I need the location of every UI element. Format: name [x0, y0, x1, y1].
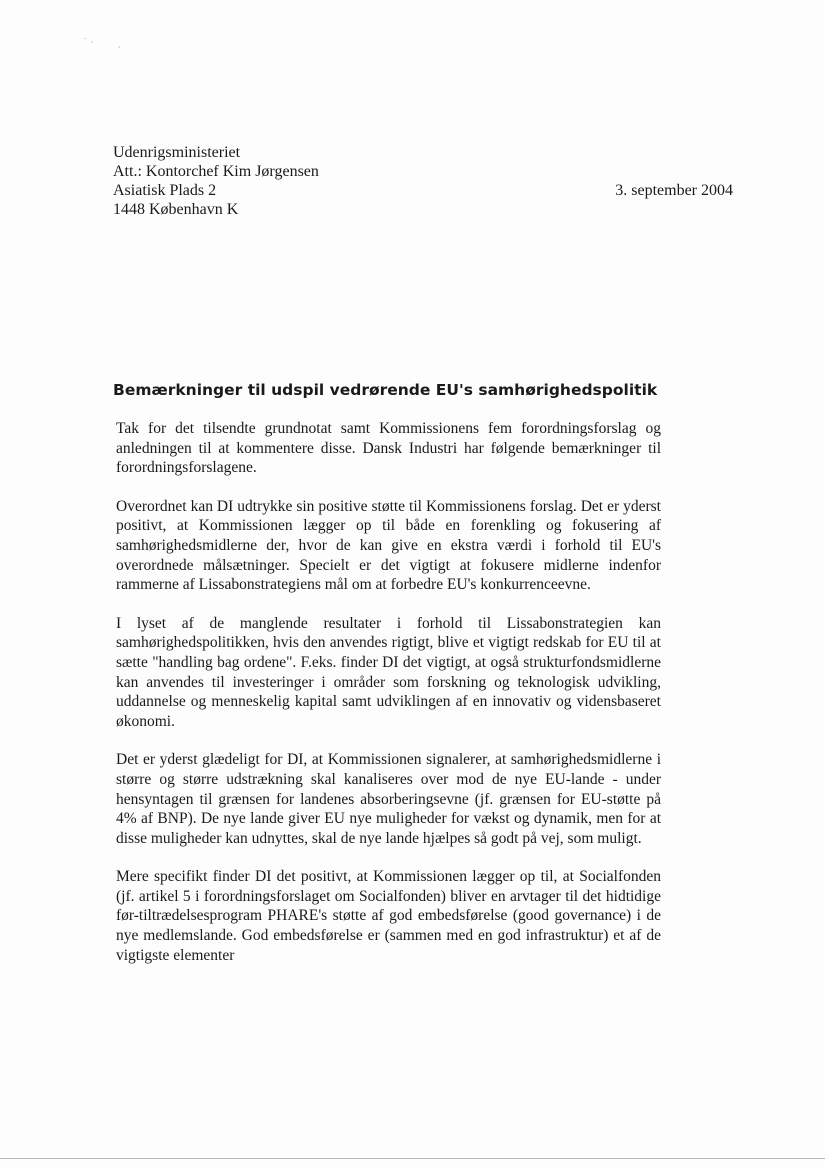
- letter-date: 3. september 2004: [615, 182, 733, 199]
- scan-speck: ⸱: [118, 43, 121, 53]
- body-paragraph: Overordnet kan DI udtrykke sin positive støtte til Kommissionens forslag. Det er yderst positivt, at Kommissionen lægger op til både en forenkling og fokusering af samhørighedsmidlerne der, hvor de kan give en ekstra værdi i forhold til EU's overordnede målsætninger. Specielt er det vigtigt at fokusere midlerne indenfor rammerne af Lissabonstrategiens mål om at forbedre EU's konkurrenceevne.: [116, 497, 661, 594]
- body-paragraph: Tak for det tilsendte grundnotat samt Kommissionens fem forordningsforslag og anledningen til at kommentere disse. Dansk Industri har følgende bemærkninger til forordningsforslagene.: [116, 420, 661, 477]
- recipient-line: Udenrigsministeriet: [113, 144, 241, 161]
- letter-heading: Bemærkninger til udspil vedrørende EU's samhørighedspolitik: [113, 381, 658, 399]
- body-paragraph: I lyset af de manglende resultater i forhold til Lissabonstrategien kan samhørighedspolitikken, hvis den anvendes rigtigt, blive et vigtigt redskab for EU til at sætte "handling bag ordene". F.eks. finder DI det vigtigt, at også strukturfondsmidlerne kan anvendes til investeringer i områder som forskning og teknologisk udvikling, uddannelse og menneskelig kapital samt udviklingen af en innovativ og vidensbaseret økonomi.: [116, 614, 661, 730]
- body-paragraph: Mere specifikt finder DI det positivt, at Kommissionen lægger op til, at Socialfonden (jf. artikel 5 i forordningsforslaget om Socialfonden) bliver en arvtager til det hidtidige før-tiltrædelsesprogram PHARE's støtte af god embedsførelse (good governance) i de nye medlemslande. God embedsførelse er (sammen med en god infrastruktur) et af de vigtigste elementer: [116, 868, 661, 964]
- scan-speck: ˙ ·: [83, 38, 94, 48]
- letter-body: [116, 419, 661, 984]
- recipient-line: Att.: Kontorchef Kim Jørgensen: [113, 163, 319, 180]
- recipient-line: Asiatisk Plads 2: [113, 182, 217, 199]
- recipient-address: [113, 143, 319, 219]
- body-paragraph: Det er yderst glædeligt for DI, at Kommissionen signalerer, at samhørighedsmidlerne i større og større udstrækning skal kanaliseres over mod de nye EU-lande - under hensyntagen til grænsen for landenes absorberingsevne (jf. grænsen for EU-støtte på 4% af BNP). De nye lande giver EU nye muligheder for vækst og dynamik, men for at disse muligheder kan udnyttes, skal de nye lande hjælpes så godt på vej, som muligt.: [116, 751, 661, 847]
- scan-edge-line: [0, 1158, 825, 1159]
- recipient-line: 1448 København K: [113, 201, 239, 218]
